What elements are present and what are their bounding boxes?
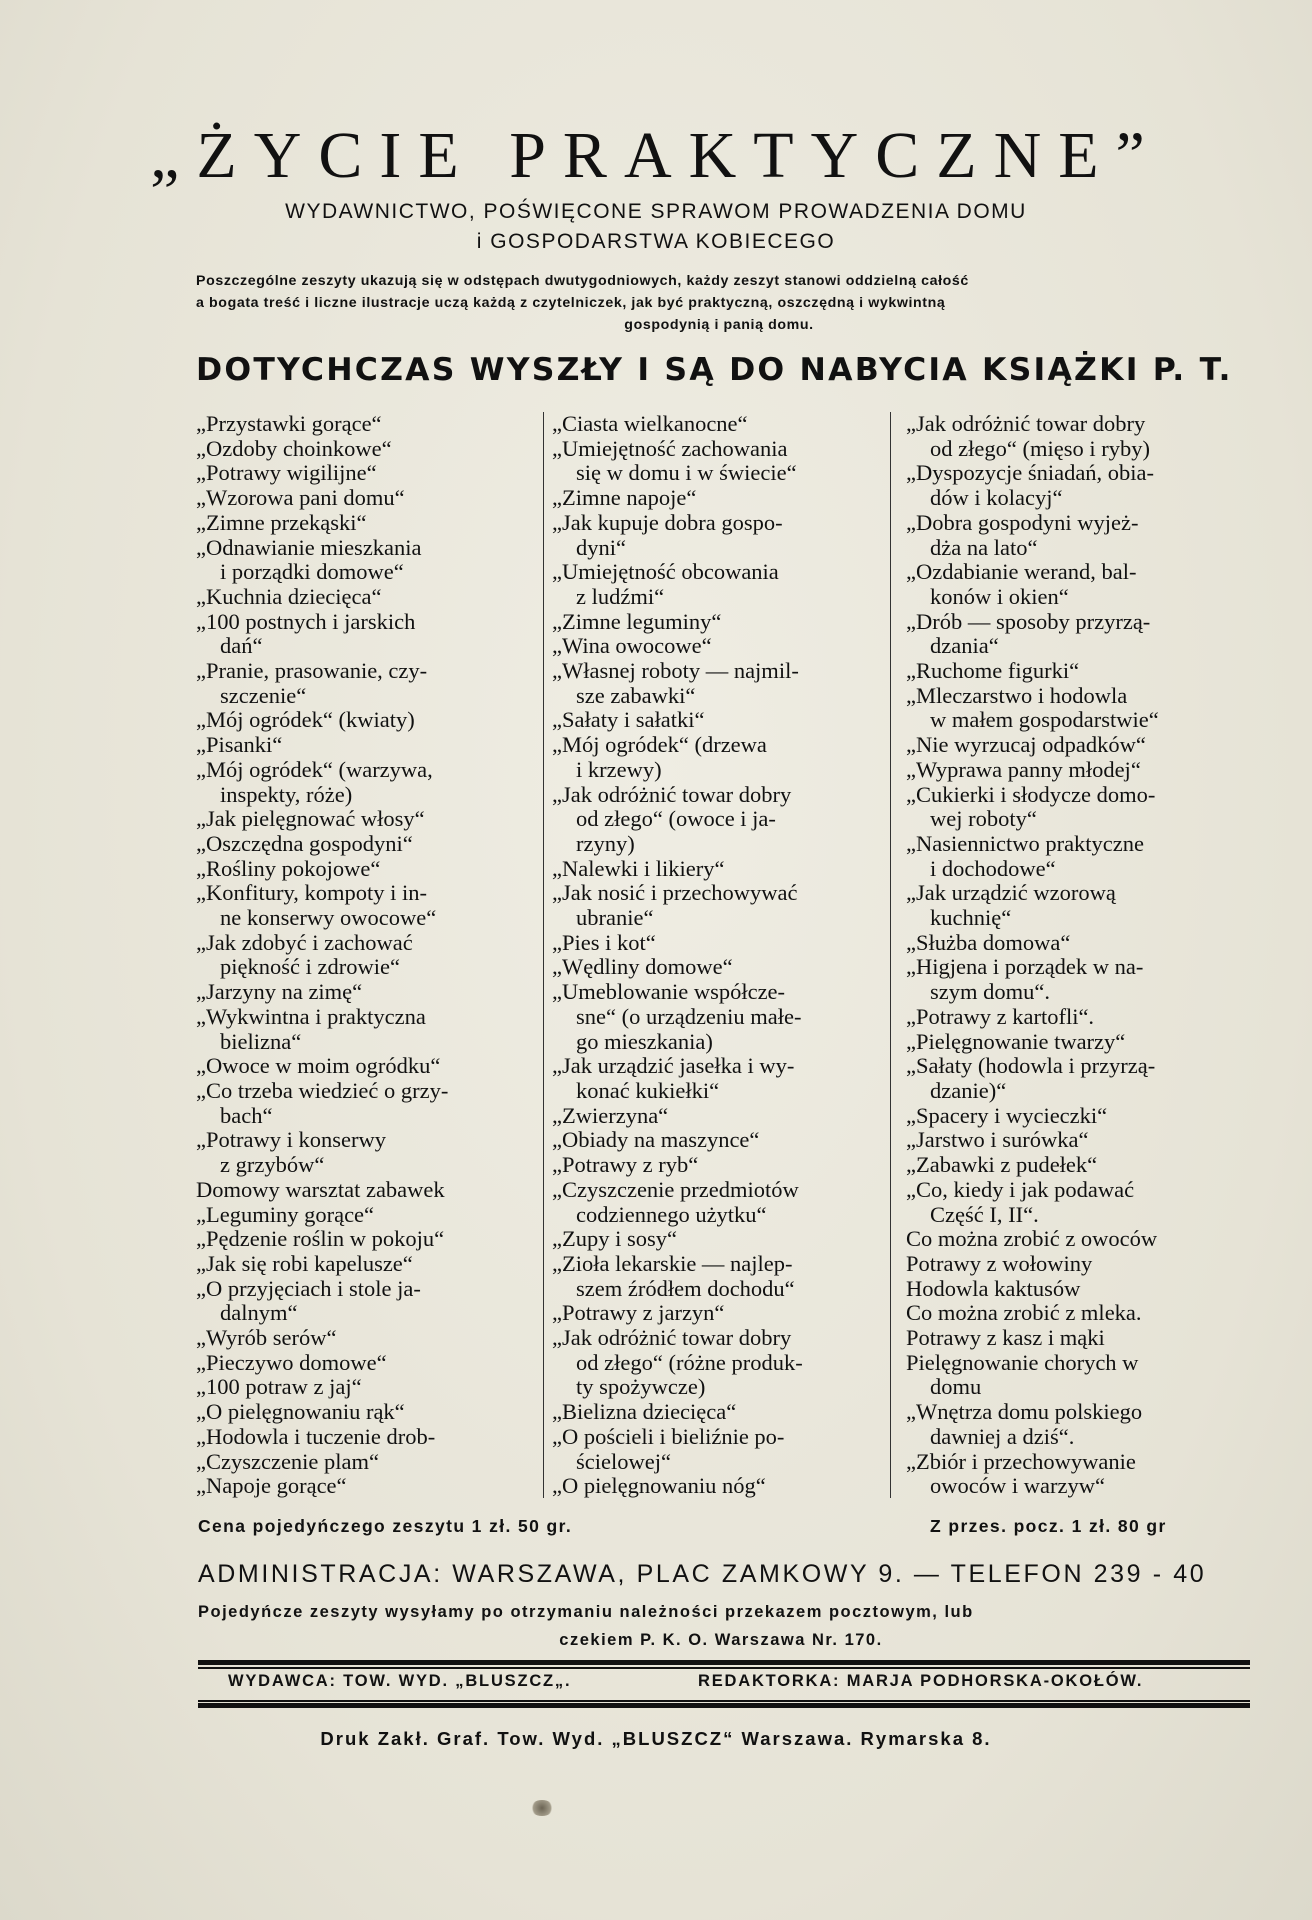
title-list-item: „100 postnych i jarskich [196,608,416,634]
title-list-item: konów i okien“ [930,583,1069,609]
title-list-item: Hodowla kaktusów [906,1275,1081,1301]
title-list-item: „Sałaty i sałatki“ [552,707,705,733]
title-list-item: Potrawy z kasz i mąki [906,1325,1105,1351]
title-list-item: bach“ [220,1102,273,1128]
notice-line: Pojedyńcze zeszyty wysyłamy po otrzymaniu należności przekazem pocztowym, lub [198,1603,974,1621]
title-list-item: „Co trzeba wiedzieć o grzy- [196,1077,449,1103]
title-list-item: i porządki domowe“ [220,559,404,585]
title-list-column-1 [196,412,536,1499]
title-list-item: „Wzorowa pani domu“ [196,485,405,511]
title-list-item: „Pieczywo domowe“ [196,1349,387,1375]
title-list-item: szem źródłem dochodu“ [576,1275,795,1301]
rule-bottom-thin [198,1700,1250,1702]
title-list-item: od złego“ (owoce i ja- [576,806,776,832]
title-list-item: „Konfitury, kompoty i in- [196,880,428,906]
title-list-item: „Czyszczenie przedmiotów [552,1176,799,1202]
title-list-item: „Hodowla i tuczenie drob- [196,1423,436,1449]
editor-line: REDAKTORKA: MARJA PODHORSKA-OKOŁÓW. [698,1672,1144,1690]
column-divider [543,412,544,1498]
title-list-item: dża na lato“ [930,534,1038,560]
title-list-item: „Zabawki z pudełek“ [906,1152,1098,1178]
intro-line: gospodynią i panią domu. [624,317,814,333]
title-list-item: „Pędzenie roślin w pokoju“ [196,1226,445,1252]
title-list-item: dów i kolacyj“ [930,485,1063,511]
postage-price: Z przes. pocz. 1 zł. 80 gr [930,1516,1167,1536]
title-list-item: „Sałaty (hodowla i przyrzą- [906,1053,1156,1079]
title-list-item: „Wyrób serów“ [196,1325,337,1351]
title-list-item: Potrawy z wołowiny [906,1250,1093,1276]
title-list-item: „O przyjęciach i stole ja- [196,1275,421,1301]
title-list-item: z grzybów“ [220,1152,325,1178]
title-list-item: „Służba domowa“ [906,929,1071,955]
title-list-item: „Mój ogródek“ (drzewa [552,732,767,758]
title-list-item: „Wykwintna i praktyczna [196,1003,426,1029]
title-list-item: „Drób — sposoby przyrzą- [906,608,1151,634]
title-list-item: „Bielizna dziecięca“ [552,1399,737,1425]
title-list-item: „Zimne przekąski“ [196,509,367,535]
rule-bottom-thick [198,1703,1250,1708]
title-list-item: „Napoje gorące“ [196,1473,347,1499]
title-list-item: „Wnętrza domu polskiego [906,1399,1143,1425]
title-list-item: „Pranie, prasowanie, czy- [196,658,428,684]
title-list-item: ty spożywcze) [576,1374,706,1400]
title-list-item: „Kuchnia dziecięca“ [196,583,382,609]
title-list-item: „Jak urządzić jasełka i wy- [552,1053,795,1079]
title-list-item: „Ruchome figurki“ [906,658,1080,684]
title-list-item: „Dyspozycje śniadań, obia- [906,460,1155,486]
title-list-item: „Jak odróżnić towar dobry [906,411,1146,436]
title-list-item: „Pielęgnowanie twarzy“ [906,1028,1126,1054]
intro-paragraph [196,270,1242,336]
title-list-item: „Wina owocowe“ [552,633,712,659]
mailing-notice [198,1598,1244,1654]
single-issue-price: Cena pojedyńczego zeszytu 1 zł. 50 gr. [198,1516,573,1536]
publisher-line: WYDAWCA: TOW. WYD. „BLUSZCZ„. [228,1672,572,1690]
title-list-item: „Zupy i sosy“ [552,1226,677,1252]
title-list-item: owoców i warzyw“ [930,1473,1105,1499]
title-list-item: „Jak się robi kapelusze“ [196,1250,413,1276]
title-list-item: „Jak zdobyć i zachować [196,929,413,955]
title-list-item: Co można zrobić z owoców [906,1226,1158,1252]
title-list-item: „Obiady na maszynce“ [552,1127,760,1153]
title-list-item: „Mleczarstwo i hodowla [906,682,1128,708]
title-list-item: kuchnię“ [930,905,1012,931]
title-list-item: „Rośliny pokojowe“ [196,855,381,881]
title-list-item: piękność i zdrowie“ [220,954,400,980]
title-list-item: dalnym“ [220,1300,298,1326]
column-divider [890,412,891,1498]
title-list-item: Część I, II“. [930,1201,1039,1227]
notice-line: czekiem P. K. O. Warszawa Nr. 170. [559,1631,883,1649]
title-list-item: w małem gospodarstwie“ [930,707,1159,733]
title-list-column-3 [906,412,1246,1499]
title-list-item: „Zwierzyna“ [552,1102,669,1128]
title-list-item: Pielęgnowanie chorych w [906,1349,1139,1375]
title-list-item: „Higjena i porządek w na- [906,954,1144,980]
title-list-item: dyni“ [576,534,626,560]
title-list-item: „Zioła lekarskie — najlep- [552,1250,793,1276]
rule-top-thin [198,1667,1250,1669]
title-list-item: „Nie wyrzucaj odpadków“ [906,732,1146,758]
title-list-item: domu [930,1374,982,1400]
rule-top-thick [198,1660,1250,1665]
title-list-item: „O pielęgnowaniu rąk“ [196,1399,405,1425]
title-list-item: „Dobra gospodyni wyjeż- [906,509,1139,535]
publication-subtitle-line2: i GOSPODARSTWA KOBIECEGO [476,230,836,253]
title-list-item: i dochodowe“ [930,855,1056,881]
title-list-item: „Wyprawa panny młodej“ [906,756,1141,782]
title-list-item: dań“ [220,633,263,659]
title-list-item: „Jak urządzić wzorową [906,880,1116,906]
printer-imprint: Druk Zakł. Graf. Tow. Wyd. „BLUSZCZ“ Warszawa. Rymarska 8. [320,1728,992,1749]
title-list-item: Co można zrobić z mleka. [906,1300,1142,1326]
title-list-item: konać kukiełki“ [576,1077,720,1103]
title-list-item: „Ozdoby choinkowe“ [196,435,392,461]
title-list-item: „Jak pielęgnować włosy“ [196,806,425,832]
title-list-item: „Ozdabianie werand, bal- [906,559,1137,585]
title-list-item: bielizna“ [220,1028,302,1054]
title-list-item: się w domu i w świecie“ [576,460,797,486]
title-list-item: „Jak nosić i przechowywać [552,880,798,906]
title-list-item: dzania“ [930,633,999,659]
title-list-item: „Spacery i wycieczki“ [906,1102,1108,1128]
title-list-item: „Zbiór i przechowywanie [906,1448,1136,1474]
title-list-item: „Przystawki gorące“ [196,411,382,436]
title-list-item: ne konserwy owocowe“ [220,905,437,931]
title-list-column-2 [552,412,892,1499]
bottom-ornament-icon [530,1800,554,1816]
title-list-item: „Owoce w moim ogródku“ [196,1053,441,1079]
title-list-item: „Pisanki“ [196,732,283,758]
intro-line: Poszczególne zeszyty ukazują się w odstępach dwutygodniowych, każdy zeszyt stanowi oddzielną całość [196,273,969,289]
list-heading: DOTYCHCZAS WYSZŁY I SĄ DO NABYCIA KSIĄŻKI P. T. [196,352,1233,388]
title-list-item: „Potrawy z kartofli“. [906,1003,1095,1029]
title-list-item: „Jarzyny na zimę“ [196,979,363,1005]
title-list-item: „Mój ogródek“ (warzywa, [196,756,433,782]
title-list-item: inspekty, róże) [220,781,353,807]
title-list-item: „Leguminy gorące“ [196,1201,375,1227]
title-list-item: z ludźmi“ [576,583,665,609]
title-list-item: od złego“ (mięso i ryby) [930,435,1150,461]
title-list-item: szczenie“ [220,682,307,708]
title-list-item: dzanie)“ [930,1077,1007,1103]
title-list-item: „O pielęgnowaniu nóg“ [552,1473,766,1499]
title-list-item: od złego“ (różne produk- [576,1349,803,1375]
title-list-item: „Umiejętność obcowania [552,559,779,585]
title-list-item: „Nasiennictwo praktyczne [906,830,1145,856]
title-list-item: „Co, kiedy i jak podawać [906,1176,1135,1202]
title-list-item: „100 potraw z jaj“ [196,1374,362,1400]
title-list-item: „Pies i kot“ [552,929,656,955]
intro-line: a bogata treść i liczne ilustracje uczą każdą z czytelniczek, jak być praktyczną, oszczędną i wykwintną [196,295,946,311]
title-list-item: „Jak odróżnić towar dobry [552,1325,792,1351]
title-list-item: „Potrawy i konserwy [196,1127,386,1153]
title-list-item: „Jarstwo i surówka“ [906,1127,1089,1153]
title-list-item: szym domu“. [930,979,1050,1005]
administration-address: ADMINISTRACJA: WARSZAWA, PLAC ZAMKOWY 9. — TELEFON 239 - 40 [198,1560,1207,1588]
title-list-item: „Umeblowanie współcze- [552,979,786,1005]
title-list-item: „Jak odróżnić towar dobry [552,781,792,807]
title-list-item: sne“ (o urządzeniu małe- [576,1003,802,1029]
title-list-item: „Ciasta wielkanocne“ [552,411,748,436]
title-list-item: „Oszczędna gospodyni“ [196,830,413,856]
title-list-item: sze zabawki“ [576,682,696,708]
title-list-item: go mieszkania) [576,1028,713,1054]
title-list-item: wej roboty“ [930,806,1037,832]
title-list-item: „Potrawy z jarzyn“ [552,1300,725,1326]
title-list-item: „Cukierki i słodycze domo- [906,781,1156,807]
title-list-item: „Jak kupuje dobra gospo- [552,509,783,535]
title-list-item: „Umiejętność zachowania [552,435,788,461]
publication-title: „ŻYCIE PRAKTYCZNE” [150,119,1162,192]
title-list-item: rzyny) [576,830,635,856]
title-list-item: „O pościeli i bieliźnie po- [552,1423,785,1449]
title-list-item: ubranie“ [576,905,654,931]
title-list-item: „Zimne napoje“ [552,485,697,511]
title-list-item: „Potrawy wigilijne“ [196,460,377,486]
title-list-item: „Własnej roboty — najmil- [552,658,799,684]
title-list-item: „Potrawy z ryb“ [552,1152,699,1178]
title-list-item: Domowy warsztat zabawek [196,1176,445,1202]
title-list-item: „Odnawianie mieszkania [196,534,422,560]
publication-subtitle-line1: WYDAWNICTWO, POŚWIĘCONE SPRAWOM PROWADZENIA DOMU [285,200,1027,223]
title-list-item: „Nalewki i likiery“ [552,855,725,881]
title-list-item: „Mój ogródek“ (kwiaty) [196,707,415,733]
title-list-item: dawniej a dziś“. [930,1423,1075,1449]
title-list-item: „Zimne leguminy“ [552,608,722,634]
title-list-item: codziennego użytku“ [576,1201,767,1227]
title-list-item: „Wędliny domowe“ [552,954,733,980]
title-list-item: i krzewy) [576,756,662,782]
title-list-item: ścielowej“ [576,1448,671,1474]
title-list-item: „Czyszczenie plam“ [196,1448,380,1474]
